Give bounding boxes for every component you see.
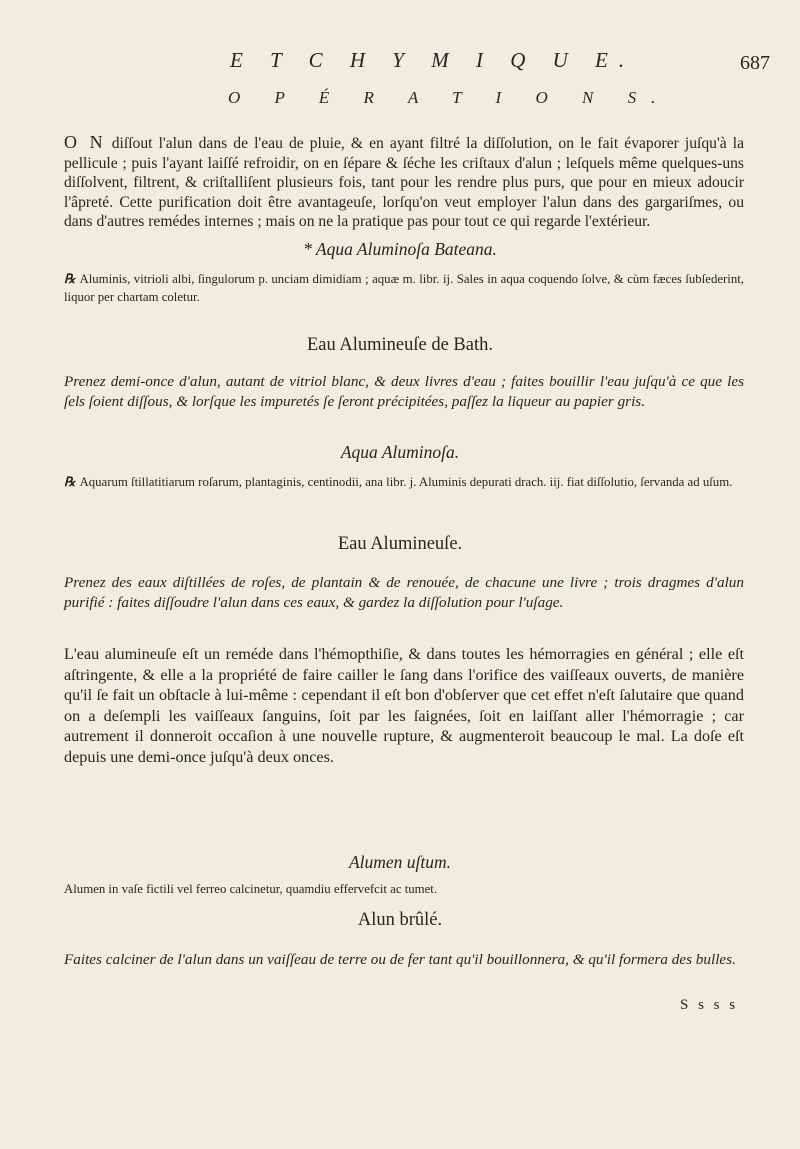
recipe-title-aqua-aluminosa-bateana: * Aqua Aluminoſa Bateana. [303, 239, 497, 259]
signature-mark: S s s s [680, 997, 739, 1013]
latin-recipe: Alumen in vaſe fictili vel ferreo calcinetur, quamdiu effervefcit ac tumet. [64, 882, 438, 896]
page-number: 687 [740, 52, 770, 74]
paragraph-text: diſſout l'alun dans de l'eau de pluie, & en ayant filtré la diſſolution, on le fait évaporer juſqu'à la pellicule ; puis l'ayant laiſſé refroidir, on en ſépare & ſéche les criſtaux d'alun ; leſquels même quelques-uns diſſolvent, filtrent, & criſtalliſent plusieurs fois, tant pour les rendre plus purs, que pour en mieux adoucir l'âpreté. Cette purification doit être avantageuſe, lorſqu'on veut employer l'alun dans des gargariſmes, ou dans d'autres remédes internes ; mais on ne la pratique pas pour tout ce qui regarde l'extérieur. [64, 135, 745, 230]
french-instructions: Faites calciner de l'alun dans un vaiſſeau de terre ou de fer tant qu'il bouillonnera, & qu'il formera des bulles. [64, 951, 736, 968]
recipe-title-alumen-ustum: Alumen uſtum. [348, 852, 452, 872]
latin-text: Aluminis, vitrioli albi, ſingulorum p. unciam dimidiam ; aquæ m. libr. ij. Sales in aqua coquendo ſolve, & cùm fæces ſubſederint, liquor per chartam coletur. [64, 272, 744, 304]
french-heading: Eau Alumineuſe. [337, 534, 463, 554]
latin-text: Aquarum ſtillatitiarum roſarum, plantaginis, centinodii, ana libr. j. Aluminis depurati drach. iij. fiat diſſolutio, ſervanda ad uſum. [79, 475, 733, 489]
recipe-title-aqua-aluminosa: Aqua Aluminoſa. [340, 442, 460, 462]
running-title: E T C H Y M I Q U E. [230, 48, 636, 72]
paragraph-operations [64, 133, 744, 232]
recipe-symbol-icon: ℞ [64, 475, 76, 489]
french-heading: Eau Alumineuſe de Bath. [307, 335, 493, 355]
paragraph-eau-alumineuse: L'eau alumineuſe eſt un reméde dans l'hémopthiſie, & dans toutes les hémorragies en général ; elle eſt aſtringente, & elle a la propriété de faire cailler le ſang dans l'orifice des vaiſſeaux ouverts, de manière qu'il ſe fait un obſtacle à lui-même : cependant il eſt bon d'obſerver que cet effet n'eſt ſalutaire que quand on a deſempli les vaiſſeaux ſanguins, ſoit par les ſaignées, ſoit en laiſſant aller l'hémorragie ; car autrement il donneroit occaſion à une nouvelle rupture, & augmenteroit beaucoup le mal. La doſe eſt depuis une demi-once juſqu'à deux onces. [64, 645, 744, 766]
french-instructions: Prenez des eaux diſtillées de roſes, de plantain & de renouée, de chacune une livre ; trois dragmes d'alun purifié : faites diſſoudre l'alun dans ces eaux, & gardez la diſſolution pour l'uſage. [64, 574, 744, 611]
recipe-symbol-icon: ℞ [64, 272, 76, 286]
latin-recipe [64, 270, 744, 306]
latin-recipe [64, 473, 744, 491]
dropcap: O N [64, 132, 106, 152]
french-instructions: Prenez demi-once d'alun, autant de vitriol blanc, & deux livres d'eau ; faites bouillir l'eau juſqu'à ce que les ſels ſoient diſſous, & lorſque les impuretés ſe ſeront précipitées, paſſez la liqueur au papier gris. [64, 373, 744, 410]
section-title: O P É R A T I O N S. [228, 88, 671, 107]
french-heading: Alun brûlé. [357, 910, 443, 930]
